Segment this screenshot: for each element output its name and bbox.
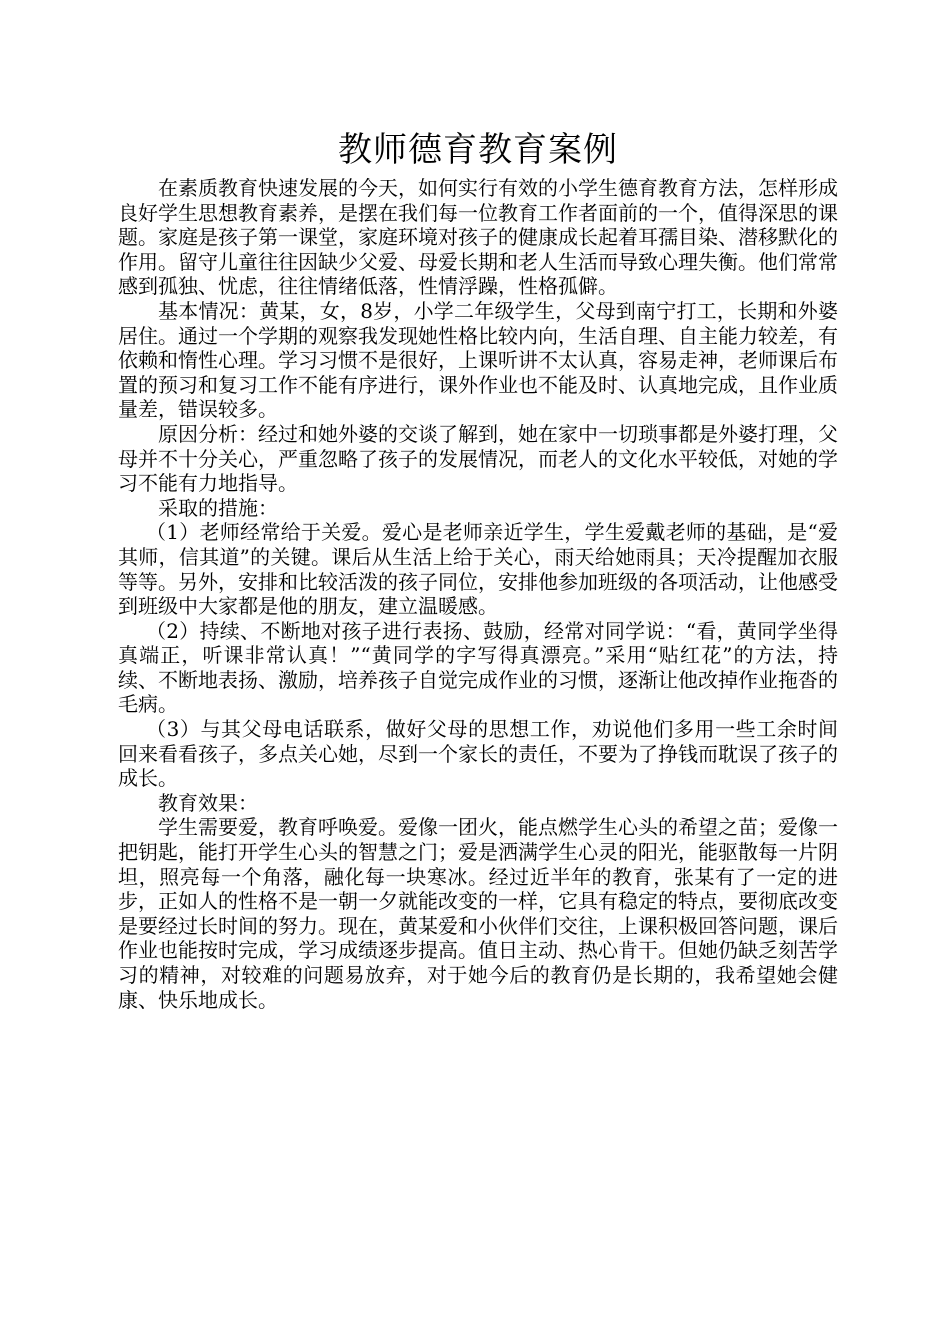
paragraph-basic-situation: 基本情况：黄某，女，8岁，小学二年级学生，父母到南宁打工，长期和外婆居住。通过一个学期的观察我发现她性格比较内向，生活自理、自主能力较差，有依赖和惰性心理。学习习惯不是很好，上课听讲不太认真，容易走神，老师课后布置的预习和复习工作不能有序进行，课外作业也不能及时、认真地完成，且作业质量差，错误较多。 bbox=[118, 298, 838, 422]
paragraph-measure-3: （3）与其父母电话联系，做好父母的思想工作，劝说他们多用一些工余时间回来看看孩子，多点关心她，尽到一个家长的责任，不要为了挣钱而耽误了孩子的成长。 bbox=[118, 717, 838, 791]
paragraph-measure-2: （2）持续、不断地对孩子进行表扬、鼓励，经常对同学说：“看，黄同学坐得真端正，听课非常认真！”“黄同学的字写得真漂亮。”采用“贴红花”的方法，持续、不断地表扬、激励，培养孩子自觉完成作业的习惯，逐渐让他改掉作业拖沓的毛病。 bbox=[118, 618, 838, 717]
paragraph-measure-1: （1）老师经常给于关爱。爱心是老师亲近学生，学生爱戴老师的基础，是“爱其师，信其道”的关键。课后从生活上给于关心，雨天给她雨具；天冷提醒加衣服等等。另外，安排和比较活泼的孩子同位，安排他参加班级的各项活动，让他感受到班级中大家都是他的朋友，建立温暖感。 bbox=[118, 520, 838, 619]
paragraph-intro: 在素质教育快速发展的今天，如何实行有效的小学生德育教育方法，怎样形成良好学生思想教育素养，是摆在我们每一位教育工作者面前的一个，值得深思的课题。家庭是孩子第一课堂，家庭环境对孩子的健康成长起着耳孺目染、潜移默化的作用。留守儿童往往因缺少父爱、母爱长期和老人生活而导致心理失衡。他们常常感到孤独、忧虑，往往情绪低落，性情浮躁，性格孤僻。 bbox=[118, 176, 838, 299]
paragraph-effect-heading: 教育效果： bbox=[158, 790, 258, 815]
paragraph-effect: 学生需要爱，教育呼唤爱。爱像一团火，能点燃学生心头的希望之苗；爱像一把钥匙，能打开学生心头的智慧之门；爱是洒满学生心灵的阳光，能驱散每一片阴坦，照亮每一个角落，融化每一块寒冰。经过近半年的教育，张某有了一定的进步，正如人的性格不是一朝一夕就能改变的一样，它具有稳定的特点，要彻底改变是要经过长时间的努力。现在，黄某爱和小伙伴们交往，上课积极回答问题，课后作业也能按时完成，学习成绩逐步提高。值日主动、热心肯干。但她仍缺乏刻苦学习的精神，对较难的问题易放弃，对于她今后的教育仍是长期的，我希望她会健康、快乐地成长。 bbox=[118, 815, 838, 1012]
paragraph-measures-heading: 采取的措施： bbox=[158, 495, 278, 520]
document-page bbox=[118, 128, 838, 1012]
paragraph-cause-analysis: 原因分析：经过和她外婆的交谈了解到，她在家中一切琐事都是外婆打理，父母并不十分关心，严重忽略了孩子的发展情况，而老人的文化水平较低，对她的学习不能有力地指导。 bbox=[118, 421, 838, 496]
document-title: 教师德育教育案例 bbox=[338, 130, 618, 170]
